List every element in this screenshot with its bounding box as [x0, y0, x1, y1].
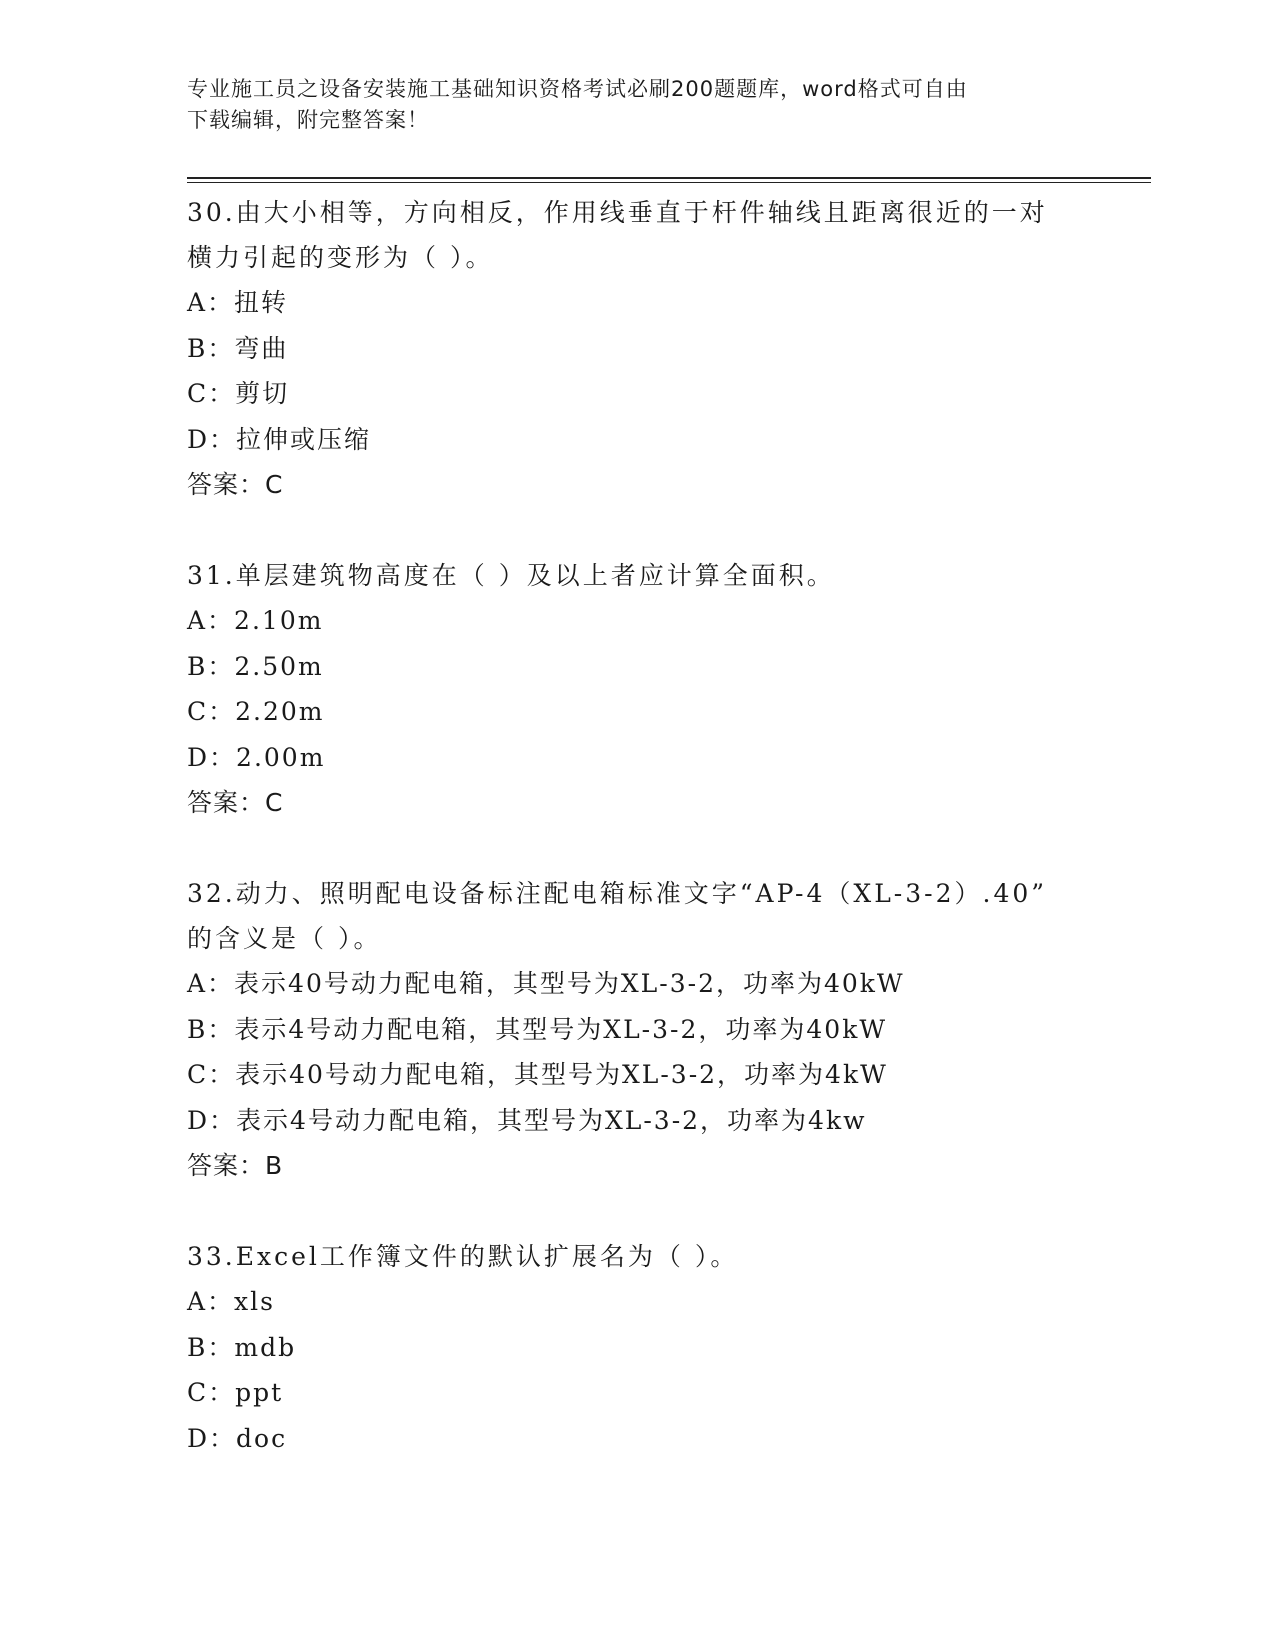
- option-a: A：xls: [187, 1287, 275, 1316]
- question-text: [187, 871, 1087, 961]
- header-divider-thin: [187, 182, 1151, 183]
- option-c: C：表示40号动力配电箱，其型号为XL-3-2，功率为4kW: [187, 1060, 888, 1089]
- option-a: A：扭转: [187, 288, 289, 317]
- option-a: A：表示40号动力配电箱，其型号为XL-3-2，功率为40kW: [187, 969, 905, 998]
- question-30: [187, 190, 1087, 507]
- question-31: [187, 553, 1087, 825]
- option-d: D：2.00m: [187, 742, 326, 772]
- header-line-1: 专业施工员之设备安装施工基础知识资格考试必刷200题题库，word格式可自由: [187, 77, 968, 101]
- question-list: [187, 190, 1087, 1507]
- option-d: D：doc: [187, 1423, 288, 1453]
- option-b: B：2.50m: [187, 651, 324, 681]
- answer: 答案：C: [187, 470, 284, 499]
- question-32: [187, 871, 1087, 1188]
- option-c: C：ppt: [187, 1378, 284, 1407]
- question-33: [187, 1234, 1087, 1461]
- answer: 答案：C: [187, 788, 284, 817]
- question-text: [187, 1234, 1087, 1279]
- question-text: [187, 190, 1087, 280]
- answer: 答案：B: [187, 1151, 284, 1180]
- header-line-2: 下载编辑，附完整答案！: [187, 108, 429, 132]
- question-text-line: 32.动力、照明配电设备标注配电箱标准文字“AP-4（XL-3-2）.40”: [187, 879, 1048, 908]
- header-divider-thick: [187, 177, 1151, 179]
- option-b: B：表示4号动力配电箱，其型号为XL-3-2，功率为40kW: [187, 1014, 888, 1044]
- option-c: C：剪切: [187, 379, 290, 408]
- question-text-line: 31.单层建筑物高度在（ ）及以上者应计算全面积。: [187, 561, 835, 590]
- question-text-line: 的含义是（ ）。: [187, 924, 382, 953]
- question-text-line: 30.由大小相等，方向相反，作用线垂直于杆件轴线且距离很近的一对: [187, 198, 1048, 227]
- option-b: B：弯曲: [187, 333, 289, 363]
- option-d: D：拉伸或压缩: [187, 424, 372, 454]
- option-b: B：mdb: [187, 1332, 297, 1362]
- document-header: [187, 74, 1067, 136]
- option-a: A：2.10m: [187, 606, 324, 635]
- option-c: C：2.20m: [187, 697, 325, 726]
- question-text: [187, 553, 1087, 598]
- question-text-line: 横力引起的变形为（ ）。: [187, 243, 494, 272]
- question-text-line: 33.Excel工作簿文件的默认扩展名为（ ）。: [187, 1242, 739, 1271]
- option-d: D：表示4号动力配电箱，其型号为XL-3-2，功率为4kw: [187, 1105, 867, 1135]
